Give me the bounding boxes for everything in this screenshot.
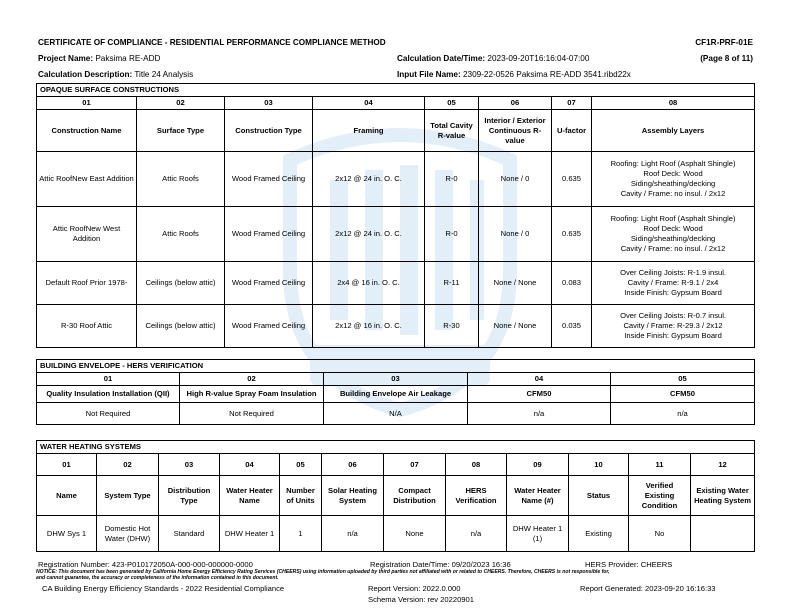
u-factor: 0.083 [552, 262, 592, 305]
qii-value: Not Required [37, 403, 180, 425]
cavity-r-value: R-11 [425, 262, 479, 305]
table-row [37, 305, 755, 348]
col-number: 05 [280, 454, 322, 476]
layer-line: Cavity / Frame: no insul. / 2x12 [620, 244, 726, 253]
column-header: Number of Units [280, 476, 322, 516]
layer-line: Roof Deck: Wood [643, 169, 703, 178]
col-number: 02 [137, 97, 225, 110]
col-number: 08 [446, 454, 507, 476]
table-row [37, 262, 755, 305]
construction-type: Wood Framed Ceiling [225, 262, 313, 305]
table-row [37, 152, 755, 207]
col-number: 01 [37, 454, 97, 476]
layer-line: Cavity / Frame: R-9.1 / 2x4 [627, 278, 719, 287]
surface-type: Attic Roofs [137, 207, 225, 262]
surface-type: Ceilings (below attic) [137, 305, 225, 348]
column-header: Verified Existing Condition [629, 476, 691, 516]
notice-line-2: and cannot guarantee, the accuracy or completeness of the information contained in this document. [36, 575, 279, 581]
framing: 2x4 @ 16 in. O. C. [313, 262, 425, 305]
continuous-r-value: None / 0 [479, 152, 552, 207]
column-header: High R-value Spray Foam Insulation [180, 386, 324, 403]
col-number: 08 [592, 97, 755, 110]
col-number: 03 [225, 97, 313, 110]
schema-version: Schema Version: rev 20220901 [368, 595, 474, 604]
col-number: 05 [425, 97, 479, 110]
column-header: Assembly Layers [592, 110, 755, 152]
construction-name: Attic RoofNew West Addition [37, 207, 137, 262]
framing: 2x12 @ 24 in. O. C. [313, 207, 425, 262]
wh-existing-system [691, 516, 755, 552]
layer-line: Siding/sheathing/decking [630, 234, 716, 243]
column-header: Construction Type [225, 110, 313, 152]
continuous-r-value: None / None [479, 262, 552, 305]
cavity-r-value: R-0 [425, 152, 479, 207]
col-number: 04 [313, 97, 425, 110]
assembly-layers [592, 152, 755, 207]
construction-type: Wood Framed Ceiling [225, 152, 313, 207]
input-file-label: Input File Name: [397, 70, 461, 79]
registration-datetime: Registration Date/Time: 09/20/2023 16:36 [370, 560, 511, 569]
column-header: Status [569, 476, 629, 516]
table-row [37, 516, 755, 552]
u-factor: 0.635 [552, 152, 592, 207]
layer-line: Over Ceiling Joists: R-0.7 insul. [620, 311, 727, 320]
col-number: 02 [97, 454, 159, 476]
column-header: U-factor [552, 110, 592, 152]
col-number: 07 [384, 454, 446, 476]
col-number: 03 [324, 373, 468, 386]
col-number: 03 [159, 454, 220, 476]
table-row [37, 207, 755, 262]
section-title: WATER HEATING SYSTEMS [37, 441, 755, 454]
cfm50-value: n/a [468, 403, 611, 425]
column-header: Surface Type [137, 110, 225, 152]
continuous-r-value: None / 0 [479, 207, 552, 262]
project-name: Paksima RE-ADD [95, 54, 161, 63]
wh-units: 1 [280, 516, 322, 552]
column-header: Compact Distribution [384, 476, 446, 516]
layer-line: Roofing: Light Roof (Asphalt Shingle) [610, 214, 736, 223]
col-number: 12 [691, 454, 755, 476]
col-number: 07 [552, 97, 592, 110]
registration-number: Registration Number: 423-P010172050A-000-000-000000-0000 [38, 560, 253, 569]
layer-line: Inside Finish: Gypsum Board [624, 288, 722, 297]
column-header: Building Envelope Air Leakage [324, 386, 468, 403]
assembly-layers [592, 305, 755, 348]
wh-status: Existing [569, 516, 629, 552]
wh-distribution-type: Standard [159, 516, 220, 552]
column-header: Water Heater Name (#) [507, 476, 569, 516]
hers-provider: HERS Provider: CHEERS [585, 560, 673, 569]
surface-type: Attic Roofs [137, 152, 225, 207]
project-name-label: Project Name: [38, 54, 94, 63]
column-header: Existing Water Heating System [691, 476, 755, 516]
assembly-layers [592, 207, 755, 262]
continuous-r-value: None / None [479, 305, 552, 348]
envelope-hers-table [36, 359, 755, 425]
air-leakage-value: N/A [324, 403, 468, 425]
col-number: 02 [180, 373, 324, 386]
column-header: Solar Heating System [322, 476, 384, 516]
u-factor: 0.635 [552, 207, 592, 262]
layer-line: Over Ceiling Joists: R-1.9 insul. [620, 268, 727, 277]
spray-foam-value: Not Required [180, 403, 324, 425]
col-number: 05 [611, 373, 755, 386]
page-number: (Page 8 of 11) [700, 54, 753, 63]
wh-solar: n/a [322, 516, 384, 552]
input-file: 2309-22-0526 Paksima RE-ADD 3541.ribd22x [462, 70, 631, 79]
input-file-line [397, 70, 631, 80]
column-header: CFM50 [468, 386, 611, 403]
column-header: CFM50 [611, 386, 755, 403]
calc-datetime-label: Calculation Date/Time: [397, 54, 486, 63]
column-header: Name [37, 476, 97, 516]
calc-desc-line [38, 70, 193, 80]
cfm50-value: n/a [611, 403, 755, 425]
layer-line: Roofing: Light Roof (Asphalt Shingle) [610, 159, 736, 168]
column-header: Construction Name [37, 110, 137, 152]
u-factor: 0.035 [552, 305, 592, 348]
calc-datetime: 2023-09-20T16:16:04-07:00 [487, 54, 590, 63]
layer-line: Inside Finish: Gypsum Board [624, 331, 722, 340]
standards-text: CA Building Energy Efficiency Standards - 2022 Residential Compliance [42, 584, 285, 593]
wh-compact: None [384, 516, 446, 552]
framing: 2x12 @ 16 in. O. C. [313, 305, 425, 348]
column-header: Total Cavity R-value [425, 110, 479, 152]
column-header: Quality Insulation Installation (QII) [37, 386, 180, 403]
wh-system-type: Domestic Hot Water (DHW) [97, 516, 159, 552]
col-number: 10 [569, 454, 629, 476]
section-title: OPAQUE SURFACE CONSTRUCTIONS [37, 84, 755, 97]
cavity-r-value: R-30 [425, 305, 479, 348]
layer-line: Cavity / Frame: no insul. / 2x12 [620, 189, 726, 198]
calc-desc: Title 24 Analysis [134, 70, 194, 79]
construction-type: Wood Framed Ceiling [225, 207, 313, 262]
construction-name: Default Roof Prior 1978- [37, 262, 137, 305]
column-header: Distribution Type [159, 476, 220, 516]
project-name-line [38, 54, 160, 64]
wh-verified-existing: No [629, 516, 691, 552]
opaque-surface-table [36, 83, 755, 348]
col-number: 01 [37, 97, 137, 110]
col-number: 04 [468, 373, 611, 386]
col-number: 11 [629, 454, 691, 476]
assembly-layers [592, 262, 755, 305]
report-generated: Report Generated: 2023-09-20 16:16:33 [580, 584, 716, 593]
construction-name: R-30 Roof Attic [37, 305, 137, 348]
calc-desc-label: Calculation Description: [38, 70, 133, 79]
wh-name: DHW Sys 1 [37, 516, 97, 552]
col-number: 06 [322, 454, 384, 476]
column-header: HERS Verification [446, 476, 507, 516]
framing: 2x12 @ 24 in. O. C. [313, 152, 425, 207]
table-row [37, 403, 755, 425]
wh-hers: n/a [446, 516, 507, 552]
col-number: 09 [507, 454, 569, 476]
form-id: CF1R-PRF-01E [695, 38, 753, 47]
surface-type: Ceilings (below attic) [137, 262, 225, 305]
wh-heater-number: DHW Heater 1 (1) [507, 516, 569, 552]
col-number: 01 [37, 373, 180, 386]
notice-line-1: NOTICE: This document has been generated by California Home Energy Efficiency Rating Services (CHEERS) using information uploaded by third parties not affiliated with or related to CHEERS. Therefore, CHEERS is not responsible for, [36, 569, 610, 575]
column-header: Interior / Exterior Continuous R-value [479, 110, 552, 152]
layer-line: Cavity / Frame: R-29.3 / 2x12 [623, 321, 723, 330]
cavity-r-value: R-0 [425, 207, 479, 262]
section-title: BUILDING ENVELOPE - HERS VERIFICATION [37, 360, 755, 373]
construction-type: Wood Framed Ceiling [225, 305, 313, 348]
column-header: Framing [313, 110, 425, 152]
layer-line: Roof Deck: Wood [643, 224, 703, 233]
water-heating-table [36, 440, 755, 552]
column-header: Water Heater Name [220, 476, 280, 516]
calc-datetime-line [397, 54, 589, 64]
wh-heater-name: DHW Heater 1 [220, 516, 280, 552]
layer-line: Siding/sheathing/decking [630, 179, 716, 188]
col-number: 04 [220, 454, 280, 476]
report-version: Report Version: 2022.0.000 [368, 584, 461, 593]
col-number: 06 [479, 97, 552, 110]
certificate-title: CERTIFICATE OF COMPLIANCE - RESIDENTIAL PERFORMANCE COMPLIANCE METHOD [38, 38, 386, 47]
construction-name: Attic RoofNew East Addition [37, 152, 137, 207]
column-header: System Type [97, 476, 159, 516]
